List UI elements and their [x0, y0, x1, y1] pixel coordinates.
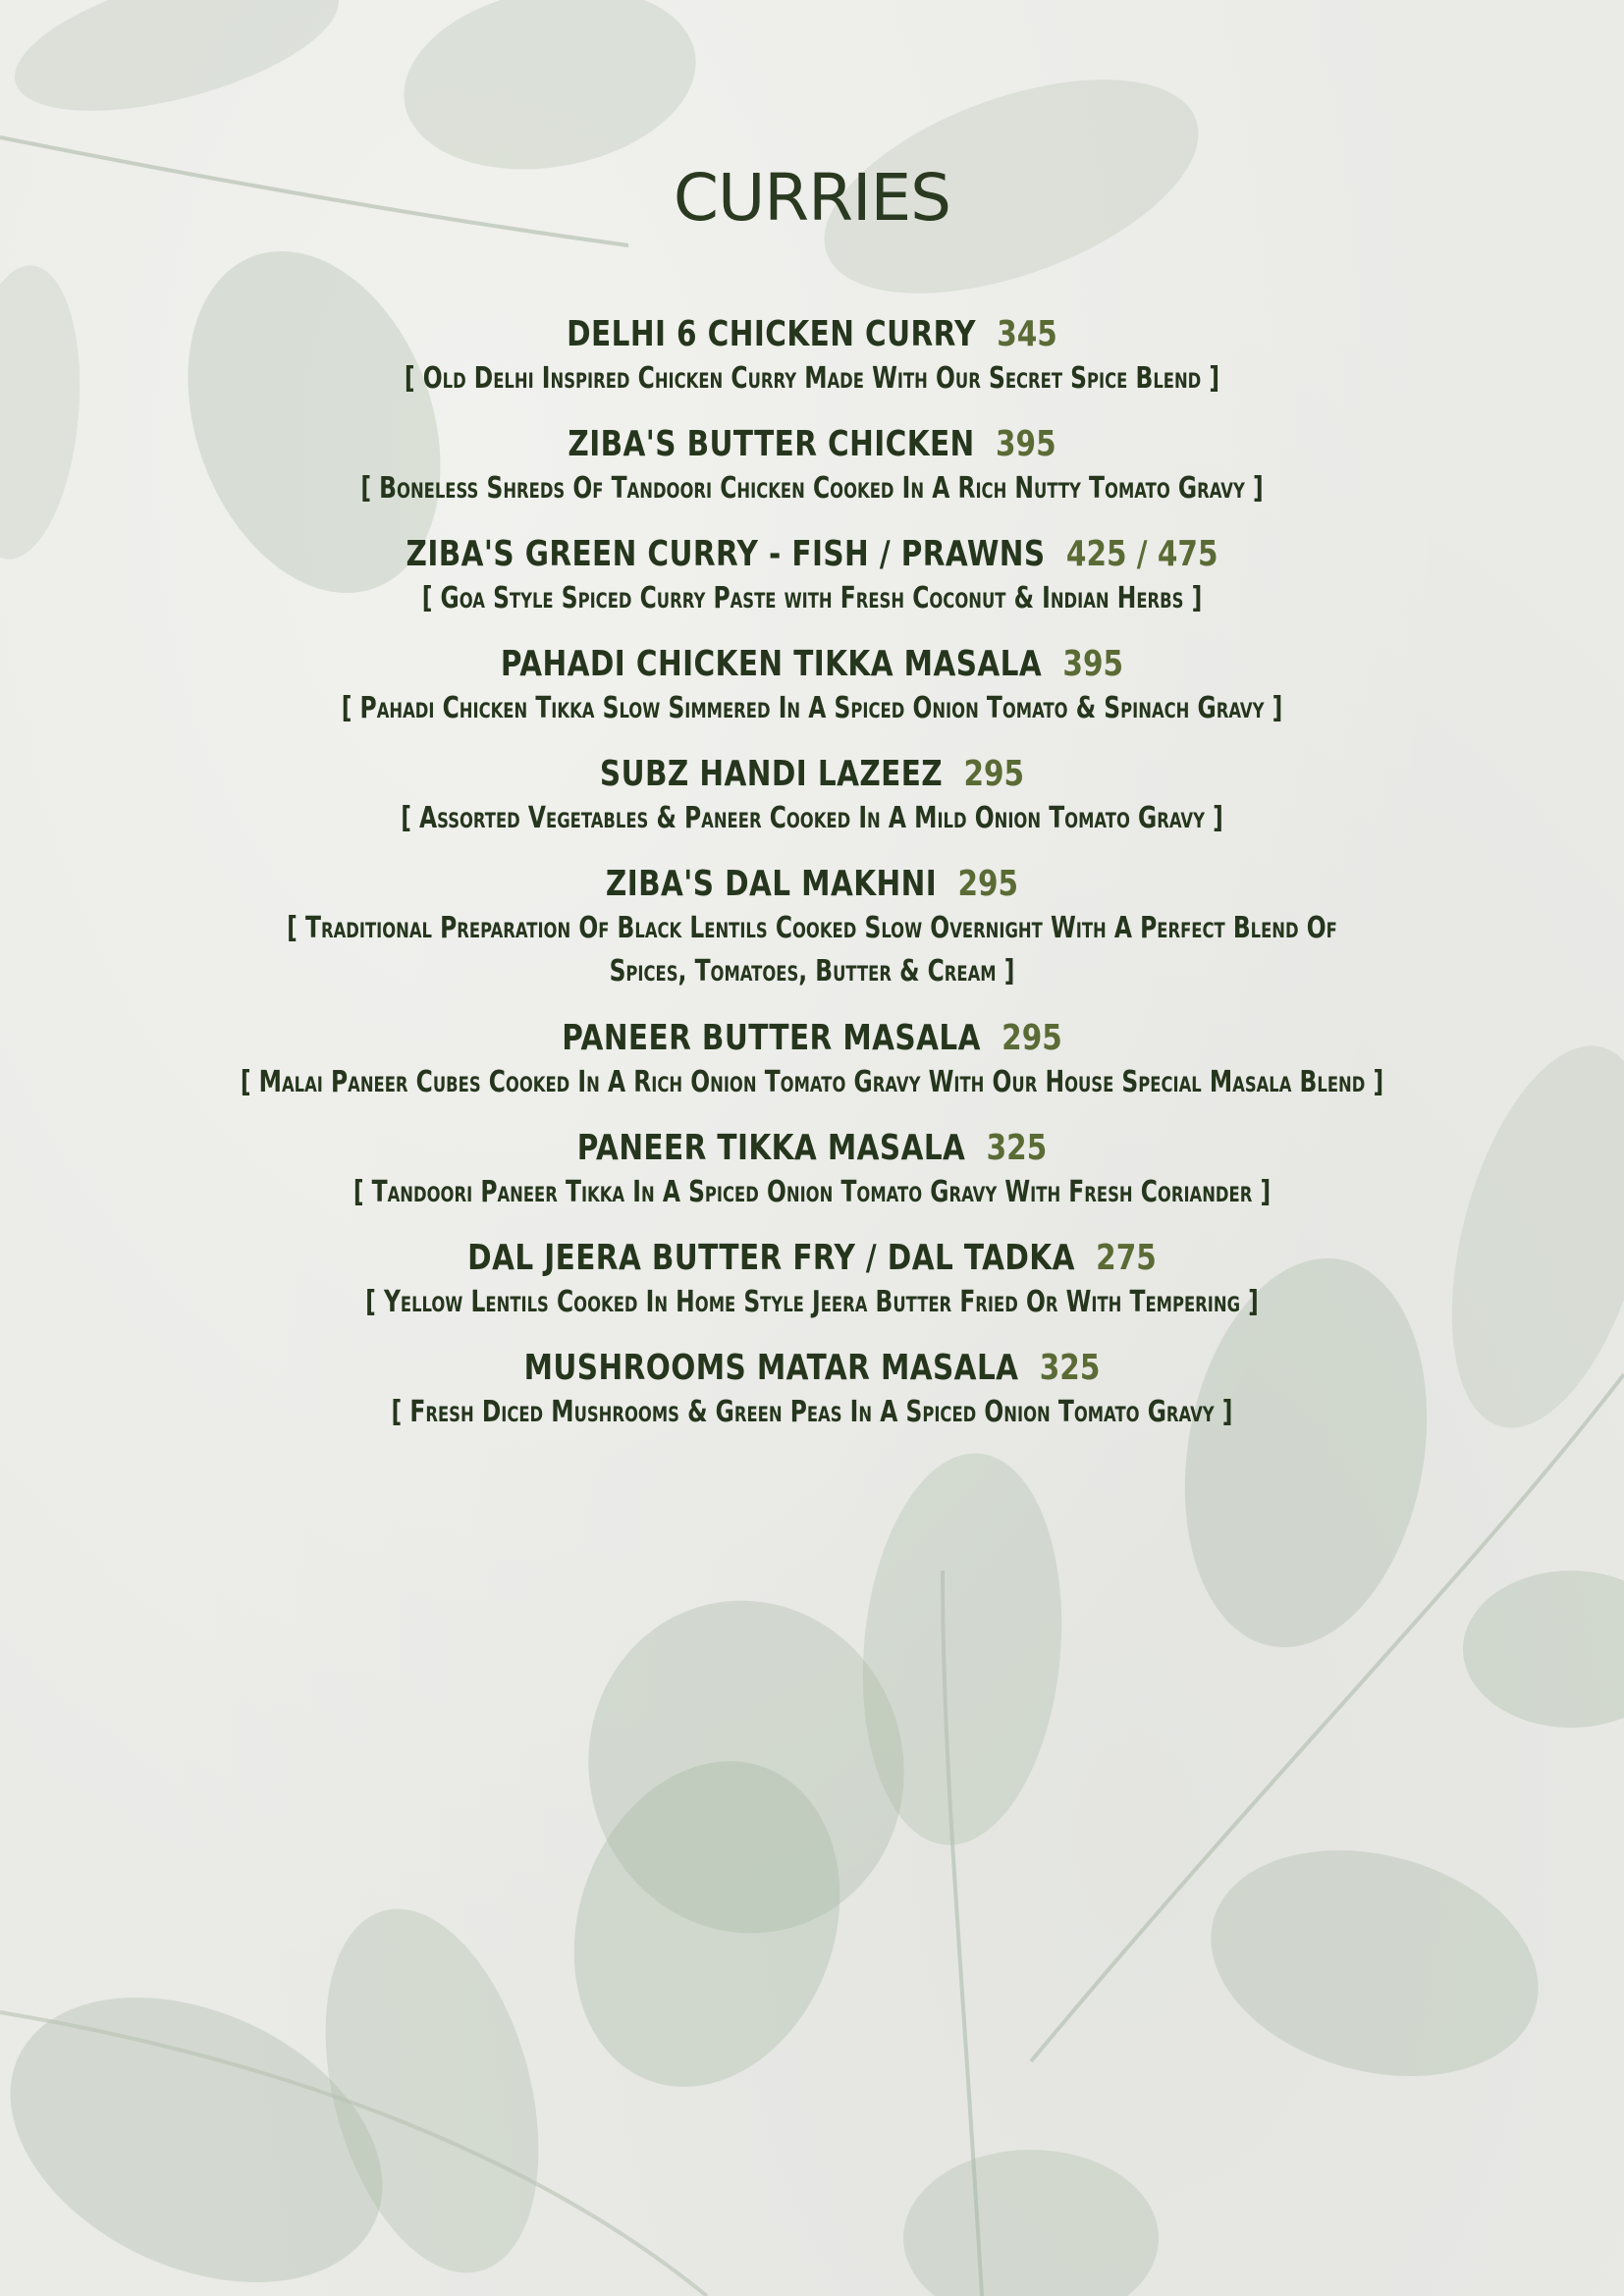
menu-item-name: DAL JEERA BUTTER FRY / DAL TADKA — [467, 1238, 1075, 1278]
menu-item-heading — [146, 532, 1478, 577]
menu-item-description: [ Tandoori Paneer Tikka In A Spiced Onion Tomato Gravy With Fresh Coriander ] — [352, 1175, 1272, 1209]
menu-item-description: [ Yellow Lentils Cooked In Home Style Jeera Butter Fried Or With Tempering ] — [365, 1285, 1259, 1319]
menu-item — [0, 1016, 1624, 1104]
menu-item-name: PANEER BUTTER MASALA — [562, 1018, 981, 1058]
menu-item-description: [ Boneless Shreds Of Tandoori Chicken Cooked In A Rich Nutty Tomato Gravy ] — [360, 471, 1264, 506]
menu-item-heading — [146, 642, 1478, 687]
menu-item-name: PAHADI CHICKEN TIKKA MASALA — [500, 644, 1043, 684]
menu-item-price: 295 — [963, 754, 1025, 794]
menu-item-name: ZIBA'S DAL MAKHNI — [605, 864, 938, 904]
menu-item-price: 295 — [1001, 1018, 1062, 1058]
menu-item-heading — [146, 862, 1478, 907]
menu-item-name: MUSHROOMS MATAR MASALA — [523, 1348, 1019, 1388]
menu-item-description: [ Fresh Diced Mushrooms & Green Peas In A Spiced Onion Tomato Gravy ] — [391, 1395, 1233, 1429]
menu-item-description: [ Malai Paneer Cubes Cooked In A Rich Onion Tomato Gravy With Our House Special Masala Blend ] — [240, 1065, 1384, 1099]
menu-item-heading — [146, 752, 1478, 797]
menu-item — [0, 312, 1624, 400]
menu-item-heading — [146, 422, 1478, 467]
menu-item-name: PANEER TIKKA MASALA — [576, 1128, 966, 1168]
menu-item-heading — [146, 1016, 1478, 1061]
menu-item-name: ZIBA'S GREEN CURRY - FISH / PRAWNS — [406, 534, 1046, 574]
menu-item-heading — [146, 312, 1478, 357]
menu-item-description-line2: Spices, Tomatoes, Butter & Cream ] — [609, 954, 1015, 988]
menu-item-name: DELHI 6 CHICKEN CURRY — [567, 314, 976, 354]
menu-item-description: [ Assorted Vegetables & Paneer Cooked In A Mild Onion Tomato Gravy ] — [401, 801, 1223, 835]
menu-item-heading — [146, 1236, 1478, 1281]
menu-item — [0, 532, 1624, 620]
menu-item-heading — [146, 1126, 1478, 1171]
menu-item-heading — [146, 1346, 1478, 1391]
menu-item — [0, 1346, 1624, 1434]
menu-item-price: 295 — [957, 864, 1019, 904]
menu-item — [0, 1126, 1624, 1214]
menu-item-description: [ Pahadi Chicken Tikka Slow Simmered In A Spiced Onion Tomato & Spinach Gravy ] — [341, 691, 1283, 725]
page-title: CURRIES — [673, 160, 951, 236]
menu-item — [0, 862, 1624, 993]
menu-item-description: [ Old Delhi Inspired Chicken Curry Made With Our Secret Spice Blend ] — [404, 361, 1220, 396]
menu-item-price: 325 — [986, 1128, 1048, 1168]
menu-item-price: 275 — [1096, 1238, 1157, 1278]
menu-item — [0, 1236, 1624, 1324]
menu-item-price: 395 — [1062, 644, 1124, 684]
menu-item-description: [ Goa Style Spiced Curry Paste with Fresh Coconut & Indian Herbs ] — [421, 581, 1203, 615]
menu-item-price: 395 — [995, 424, 1056, 464]
menu-item-price: 425 / 475 — [1065, 534, 1218, 574]
menu-item — [0, 642, 1624, 730]
menu-item-price: 345 — [997, 314, 1057, 354]
menu-item-description-line1: [ Traditional Preparation Of Black Lentils Cooked Slow Overnight With A Perfect Blend Of — [287, 911, 1337, 945]
menu-item — [0, 752, 1624, 840]
menu-item-name: SUBZ HANDI LAZEEZ — [599, 754, 944, 794]
menu-item — [0, 422, 1624, 510]
menu-item-price: 325 — [1039, 1348, 1101, 1388]
menu-item-name: ZIBA'S BUTTER CHICKEN — [568, 424, 975, 464]
